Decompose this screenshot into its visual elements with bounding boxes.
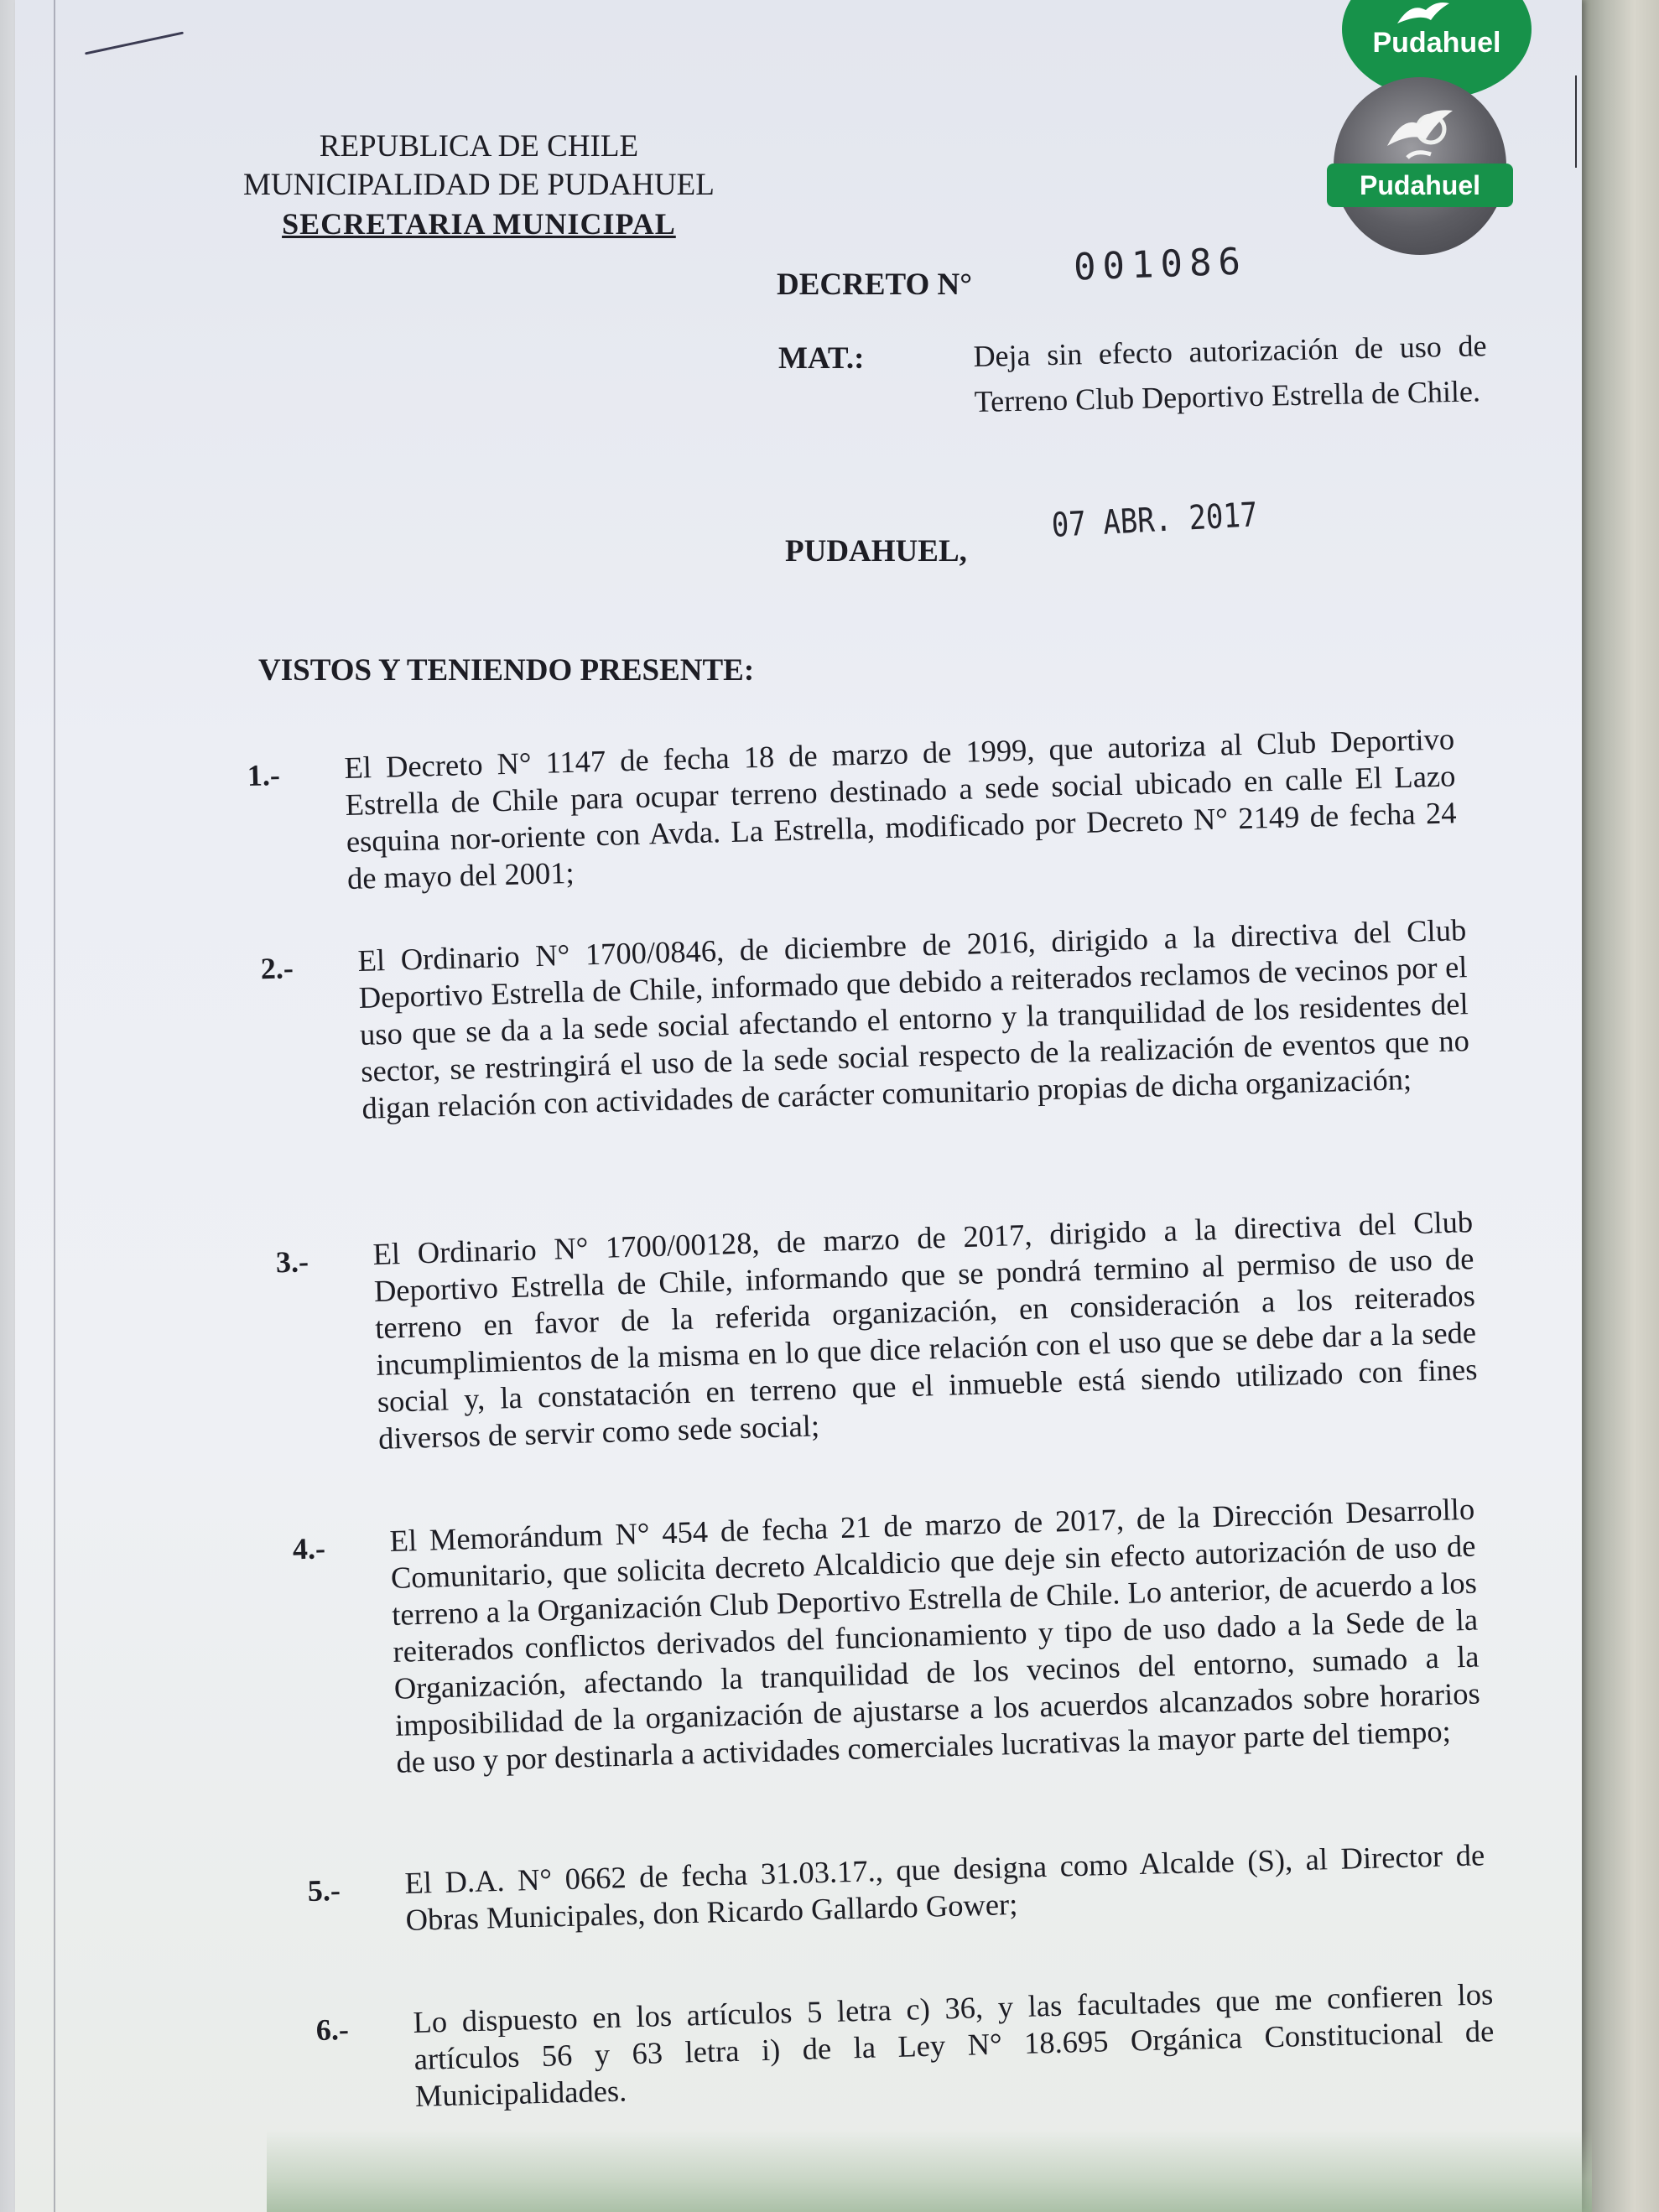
background-show-through (267, 2130, 1592, 2212)
subject-label: MAT.: (778, 341, 865, 376)
recital-item (315, 1976, 1495, 2115)
recital-text: Lo dispuesto en los artículos 5 letra c) 36, y las facultades que me confieren los artículos 56 y 63 letra i) de la Ley N° 18.695 Orgánica Constitucional de Municipalidades. (413, 1976, 1495, 2113)
letterhead (243, 127, 715, 243)
recital-number: 4.- (292, 1531, 326, 1566)
recital-item (307, 1836, 1486, 1939)
recital-text: El Decreto N° 1147 de fecha 18 de marzo de 1999, que autoriza al Club Deportivo Estrella de Chile para ocupar terreno destinado a sede social ubicado en calle El Lazo esquina nor-oriente con Avda. La Estrella, modificado por Decreto N° 2149 de fecha 24 de mayo del 2001; (344, 721, 1457, 896)
seal-banner: Pudahuel (1327, 164, 1513, 207)
recital-number: 6.- (315, 2012, 350, 2048)
recital-text: El D.A. N° 0662 de fecha 31.03.17., que designa como Alcalde (S), al Director de Obras Municipales, don Ricardo Gallardo Gower; (404, 1837, 1485, 1937)
background-right (1577, 0, 1659, 2212)
logo-name: Pudahuel (1372, 27, 1501, 59)
recital-item (260, 911, 1471, 1127)
section-title: VISTOS Y TENIENDO PRESENTE: (258, 653, 755, 688)
date-stamp: 07 ABR. 2017 (1050, 496, 1259, 545)
letterhead-department: SECRETARIA MUNICIPAL (282, 207, 676, 241)
recital-item (292, 1491, 1482, 1781)
recital-item (247, 720, 1458, 897)
municipality-seal (1334, 77, 1506, 255)
bird-icon (1394, 0, 1453, 27)
letterhead-country: REPUBLICA DE CHILE (319, 129, 639, 164)
decree-label: DECRETO N° (777, 267, 973, 302)
page-margin-line (54, 0, 55, 2212)
subject-text: Deja sin efecto autorización de uso de Terreno Club Deportivo Estrella de Chile. (973, 329, 1487, 418)
pen-mark (85, 32, 184, 55)
recital-item (275, 1203, 1479, 1457)
recital-text: El Ordinario N° 1700/0846, de diciembre de 2016, dirigido a la directiva del Club Deportivo Estrella de Chile, informado que debido a reiterados reclamos de vecinos por el uso que se da a la sede social afectando el entorno y la tranquilidad de los residentes del sector, se restringirá el uso de la sede social respecto de la realización de eventos que no digan relación con actividades de carácter comunitario propias de dicha organización; (357, 912, 1470, 1125)
letterhead-municipality: MUNICIPALIDAD DE PUDAHUEL (243, 168, 715, 202)
recital-text: El Memorándum N° 454 de fecha 21 de marzo de 2017, de la Dirección Desarrollo Comunitario, que solicita decreto Alcaldicio que deje sin efecto autorización de uso de terreno a la Organización Club Deportivo Estrella de Chile. Lo anterior, de acuerdo a los reiterados conflictos derivados del funcionamiento y tipo de uso dado a la Sede de la Organización, afectando la tranquilidad de los vecinos del entorno, sumado a la imposibilidad de la organización de ajustarse a los acuerdos alcanzados sobre horarios de uso y por destinarla a actividades comerciales lucrativas la mayor parte del tiempo; (389, 1491, 1481, 1779)
place-label: PUDAHUEL, (785, 534, 967, 569)
seal-bird-icon (1382, 99, 1458, 163)
recital-text: El Ordinario N° 1700/00128, de marzo de 2017, dirigido a la directiva del Club Deportivo Estrella de Chile, informando que se pondrá termino al permiso de uso de terreno en favor de la referida organización, en consideración a los reiterados incumplimientos de la misma en lo que dice relación con el uso que se debe dar a la sede social y, la constatación en terreno que el inmueble está siendo utilizado con fines diversos de servir como sede social; (372, 1204, 1478, 1456)
recital-number: 2.- (260, 951, 294, 986)
decree-number-stamp: 001086 (1073, 240, 1248, 289)
recital-number: 5.- (307, 1873, 341, 1908)
recital-number: 1.- (247, 758, 281, 793)
document-page (15, 0, 1582, 2212)
edge-mark (1575, 75, 1577, 168)
recital-number: 3.- (275, 1244, 309, 1280)
